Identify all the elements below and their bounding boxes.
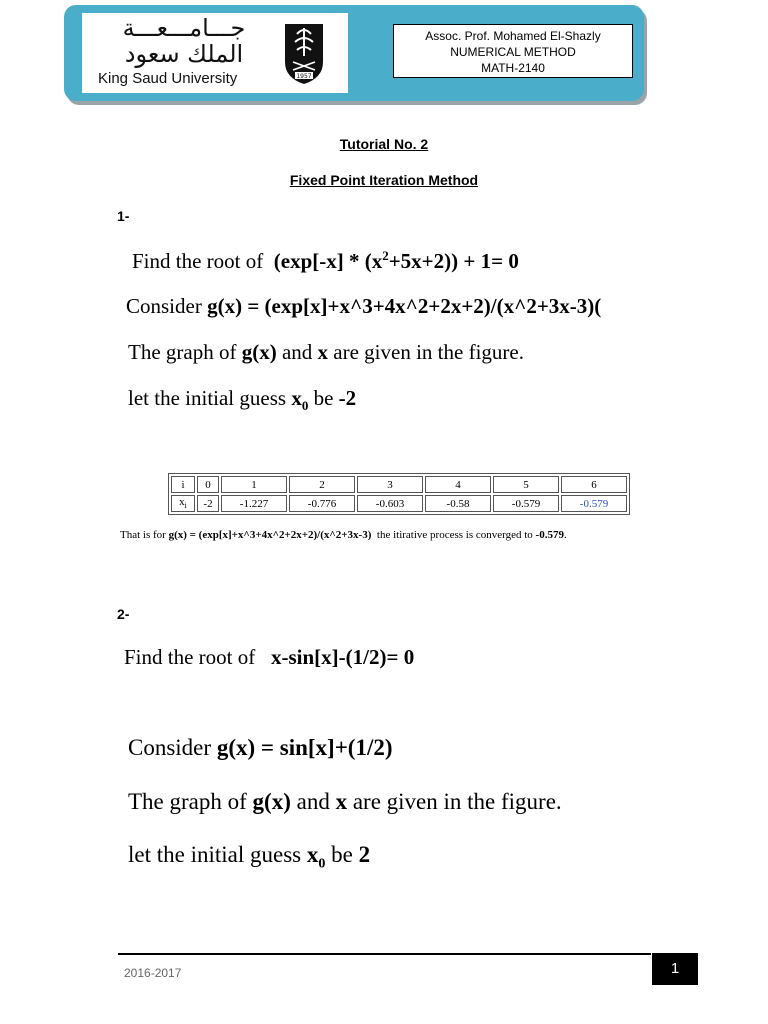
method-title: Fixed Point Iteration Method xyxy=(289,172,479,188)
iteration-row xyxy=(171,476,627,493)
problem-2-graph-x: x xyxy=(335,789,348,814)
problem-1-conclusion xyxy=(120,529,567,541)
problem-2-equation: x-sin[x]-(1/2)= 0 xyxy=(271,645,415,669)
conclusion-g: g(x) = (exp[x]+x^3+4x^2+2x+2)/(x^2+3x-3) xyxy=(168,529,372,541)
problem-2-number: 2- xyxy=(117,606,130,622)
problem-1-g-expr: = (exp[x]+x^3+4x^2+2x+2)/(x^2+3x-3)( xyxy=(242,294,602,318)
iteration-cell: 2 xyxy=(289,476,355,493)
problem-1-g-label: g(x) xyxy=(207,294,243,318)
university-emblem-icon xyxy=(283,22,325,86)
problem-1-graph-pre: The graph of xyxy=(128,340,237,364)
iteration-cell: 0 xyxy=(197,476,219,493)
problem-1-graph-line xyxy=(128,340,524,365)
problem-1-guess-var: x xyxy=(291,386,302,410)
conclusion-mid: the itirative process is converged to xyxy=(376,529,533,541)
iteration-table xyxy=(168,473,630,515)
problem-1-consider-line xyxy=(126,294,642,319)
value-label-x: x xyxy=(179,496,185,509)
problem-2-g-expr: g(x) = sin[x]+(1/2) xyxy=(216,735,393,760)
problem-1-graph-x: x xyxy=(317,340,329,364)
problem-2-find-line xyxy=(124,645,414,670)
university-name-arabic-line1: جـــامـــعـــة xyxy=(122,14,246,42)
conclusion-end: . xyxy=(563,529,567,541)
instructor-name: Assoc. Prof. Mohamed El-Shazly xyxy=(425,29,601,43)
problem-1-find-prefix: Find the root of xyxy=(132,249,264,273)
problem-2-consider-prefix: Consider xyxy=(128,735,212,760)
value-row xyxy=(171,495,627,512)
emblem-year: 1957 xyxy=(296,73,312,80)
problem-1-equation-main: (exp[-x] * (x xyxy=(273,249,383,273)
footer-years: 2016-2017 xyxy=(124,966,182,980)
problem-1-guess-val: -2 xyxy=(338,386,357,410)
problem-1-consider-prefix: Consider xyxy=(126,294,202,318)
problem-1-guess-mid: be xyxy=(313,386,334,410)
university-name-english: King Saud University xyxy=(98,70,238,87)
conclusion-pre: That is for xyxy=(120,529,166,541)
page-number: 1 xyxy=(652,953,698,985)
problem-1-graph-mid: and xyxy=(281,340,313,364)
value-cell: -0.776 xyxy=(289,495,355,512)
value-cell: -0.58 xyxy=(425,495,491,512)
iteration-cell: 4 xyxy=(425,476,491,493)
iteration-label-cell: i xyxy=(171,476,195,493)
problem-1-graph-post: are given in the figure. xyxy=(333,340,524,364)
value-cell: -1.227 xyxy=(221,495,287,512)
problem-2-graph-line xyxy=(128,789,562,815)
problem-2-find-prefix: Find the root of xyxy=(124,645,256,669)
problem-2-consider-line xyxy=(128,735,393,761)
final-value-cell: -0.579 xyxy=(561,495,627,512)
footer-divider xyxy=(118,953,651,955)
value-label-sub: i xyxy=(184,501,187,511)
problem-2-graph-g: g(x) xyxy=(252,789,291,814)
problem-1-equation-sup: 2 xyxy=(382,248,389,263)
problem-1-guess-pre: let the initial guess xyxy=(128,386,287,410)
value-cell: -0.579 xyxy=(493,495,559,512)
course-code: MATH-2140 xyxy=(481,61,545,75)
problem-2-guess-pre: let the initial guess xyxy=(128,842,302,867)
problem-1-find-line xyxy=(132,248,519,274)
course-info-box xyxy=(393,24,633,78)
value-cell: -2 xyxy=(197,495,219,512)
problem-1-graph-g: g(x) xyxy=(241,340,277,364)
value-label-cell xyxy=(171,495,195,512)
problem-2-guess-var: x xyxy=(306,842,319,867)
problem-1-guess-sub: 0 xyxy=(301,398,309,414)
value-cell: -0.603 xyxy=(357,495,423,512)
problem-1-number: 1- xyxy=(117,208,130,224)
problem-2-graph-post: are given in the figure. xyxy=(352,789,562,814)
problem-2-graph-pre: The graph of xyxy=(128,789,247,814)
course-name: NUMERICAL METHOD xyxy=(450,45,576,59)
university-name-arabic-line2: الملك سعود xyxy=(124,40,244,68)
problem-2-guess-mid: be xyxy=(331,842,353,867)
problem-1-equation-rest: +5x+2)) + 1= 0 xyxy=(388,249,519,273)
problem-1-guess-line xyxy=(128,386,356,414)
problem-2-guess-sub: 0 xyxy=(318,856,326,872)
problem-2-guess-line xyxy=(128,842,370,873)
tutorial-title: Tutorial No. 2 xyxy=(339,136,429,152)
iteration-cell: 1 xyxy=(221,476,287,493)
conclusion-value: -0.579 xyxy=(535,529,564,541)
problem-2-graph-mid: and xyxy=(296,789,330,814)
iteration-cell: 5 xyxy=(493,476,559,493)
iteration-cell: 3 xyxy=(357,476,423,493)
iteration-cell: 6 xyxy=(561,476,627,493)
problem-2-guess-val: 2 xyxy=(358,842,371,867)
